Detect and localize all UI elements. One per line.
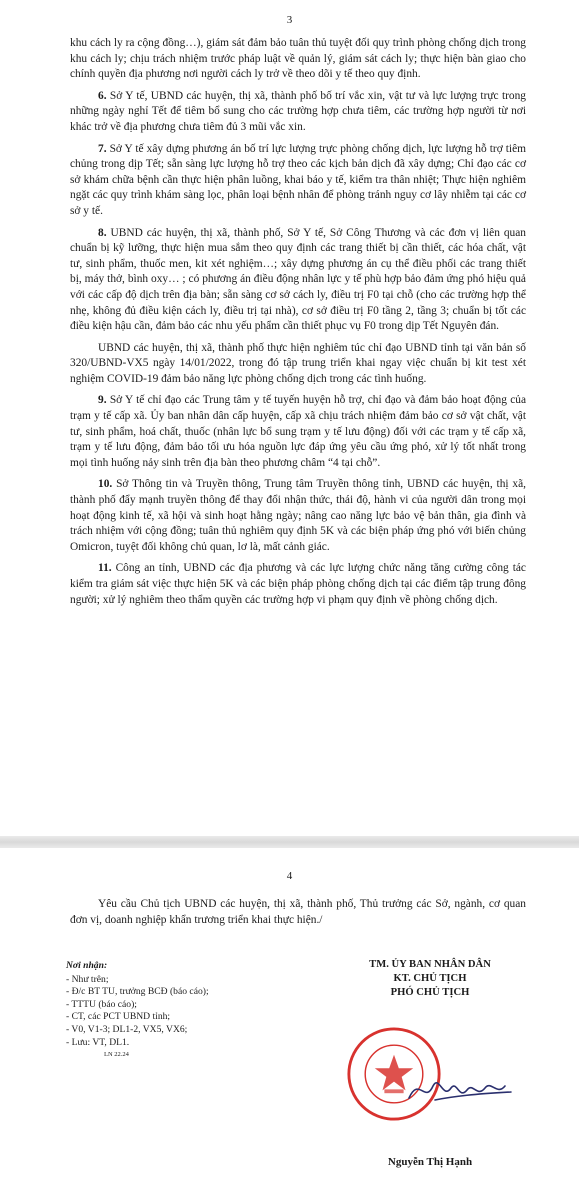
page-separator xyxy=(0,836,579,848)
sign-line-1: TM. ỦY BAN NHÂN DÂN xyxy=(369,959,491,970)
page-number: 4 xyxy=(286,870,293,882)
recipient-item: - V0, V1-3; DL1-2, VX5, VX6; xyxy=(66,1023,188,1035)
signature-block xyxy=(330,958,530,1000)
page-number: 3 xyxy=(286,14,293,26)
sign-line-2: KT. CHỦ TỊCH xyxy=(393,973,467,984)
recipient-item: - TTTU (báo cáo); xyxy=(66,998,137,1010)
document-code: LN 22.24 xyxy=(104,1051,129,1059)
page-3-body xyxy=(70,36,526,614)
recipient-item: - Như trên; xyxy=(66,973,109,985)
recipients-list xyxy=(66,960,326,1062)
recipient-item: - Lưu: VT, DL1. xyxy=(66,1036,130,1048)
document-page-4 xyxy=(0,848,579,1200)
paragraph-6: 6. Sở Y tế, UBND các huyện, thị xã, thành phố bố trí vắc xin, vật tư và lực lượng trực trong những ngày nghỉ Tết để tiêm bổ sung cho các trường hợp chưa tiêm, các trường hợp người từ nơi khác trở về địa phương chưa tiêm đủ 3 mũi vắc xin. xyxy=(70,89,526,133)
paragraph-continuation: khu cách ly ra cộng đồng…), giám sát đảm bảo tuân thủ tuyệt đối quy trình phòng chống dịch trong khu cách ly; chịu trách nhiệm trước pháp luật về quản lý, giám sát cách ly; thực hiện bàn giao cho chính quyền địa phương nơi người cách ly trở về theo dõi y tế theo quy định. xyxy=(70,37,526,81)
paragraph-10: 10. Sở Thông tin và Truyền thông, Trung tâm Truyền thông tỉnh, UBND các huyện, thị xã, thành phố đẩy mạnh truyền thông để thay đổi nhận thức, thái độ, hành vi của người dân trong mọi hoạt động kinh tế, xã hội và sinh hoạt hằng ngày; nâng cao năng lực bảo vệ bản thân, gia đình và trách nhiệm với cộng đồng; tuân thủ nghiêm quy định 5K và các biện pháp ứng phó với biến chủng Omicron, tuyệt đối không chủ quan, lơ là, mất cảnh giác. xyxy=(70,478,526,553)
recipients-title: Nơi nhận: xyxy=(66,960,108,971)
paragraph-8-continued: UBND các huyện, thị xã, thành phố thực hiện nghiêm túc chỉ đạo UBND tỉnh tại văn bản số 320/UBND-VX5 ngày 14/01/2022, trong đó tập trung triển khai ngay việc chuẩn bị kit test xét nghiệm COVID-19 đảm bảo năng lực phòng chống dịch trong các tình huống. xyxy=(70,341,526,385)
signer-name: Nguyễn Thị Hạnh xyxy=(387,1156,473,1168)
closing-paragraph: Yêu cầu Chủ tịch UBND các huyện, thị xã, thành phố, Thủ trưởng các Sở, ngành, cơ quan đơn vị, doanh nghiệp khẩn trương triển khai thực hiện./ xyxy=(70,898,526,926)
sign-line-3: PHÓ CHỦ TỊCH xyxy=(390,987,470,998)
paragraph-9: 9. Sở Y tế chỉ đạo các Trung tâm y tế tuyến huyện hỗ trợ, chỉ đạo và đảm bảo hoạt động của trạm y tế cấp xã. Ủy ban nhân dân cấp huyện, cấp xã chịu trách nhiệm đảm bảo cơ sở vật chất, vật tư, sinh phẩm, hoá chất, thuốc (nhân lực bổ sung trạm y tế lưu động) đối với các trạm y tế cấp xã, trạm y tế lưu động, đảm bảo tối ưu hóa nguồn lực đáp ứng yêu cầu ứng phó, xử lý tốt nhất trong mọi tình huống nảy sinh trên địa bàn theo phương châm “4 tại chỗ”. xyxy=(70,394,526,469)
recipient-item: - CT, các PCT UBND tỉnh; xyxy=(66,1011,171,1023)
paragraph-7: 7. Sở Y tế xây dựng phương án bố trí lực lượng trực phòng chống dịch, lực lượng hỗ trợ tiêm chủng trong dịp Tết; sẵn sàng lực lượng hỗ trợ theo các kịch bản dịch đã xây dựng; Chỉ đạo các cơ sở khám chữa bệnh cần thực hiện phân luồng, khai báo y tế, kiểm tra thân nhiệt; Thực hiện nghiêm ngặt các quy trình khám sàng lọc, phân loại bệnh nhân để phòng tránh nguy cơ lây nhiễm tại các cơ sở y tế. xyxy=(70,142,526,217)
recipient-item: - Đ/c BT TU, trưởng BCĐ (báo cáo); xyxy=(66,986,209,998)
handwritten-signature xyxy=(405,1070,515,1110)
paragraph-8: 8. UBND các huyện, thị xã, thành phố, Sở Y tế, Sở Công Thương và các đơn vị liên quan chuẩn bị kỹ lưỡng, thực hiện mua sắm theo quy định các trang thiết bị cần thiết, các hóa chất, vật tư, sinh phẩm, thuốc men, kit xét nghiệm…; xây dựng phương án cụ thể điều phối các trang thiết bị, máy thở, bình oxy… ; có phương án điều động nhân lực y tế phù hợp bảo đảm ứng phó hiệu quả với các cấp độ dịch trên địa bàn; sẵn sàng cơ sở cách ly, điều trị F0 tại chỗ (cho các trường hợp thể nhẹ, không đủ điều kiện cách ly, điều trị tại nhà), cơ sở điều trị F0 tầng 2, tầng 3; chuẩn bị tốt các điều kiện hậu cần, đảm bảo các nhu yếu phẩm cần thiết phục vụ F0 trong dịp Tết Nguyên đán. xyxy=(70,226,527,333)
paragraph-11: 11. Công an tỉnh, UBND các địa phương và các lực lượng chức năng tăng cường công tác kiểm tra giám sát việc thực hiện 5K và các biện pháp phòng chống dịch tại các điểm tập trung đông người; xử lý nghiêm theo thẩm quyền các trường hợp vi phạm quy định về phòng chống dịch. xyxy=(70,562,526,606)
